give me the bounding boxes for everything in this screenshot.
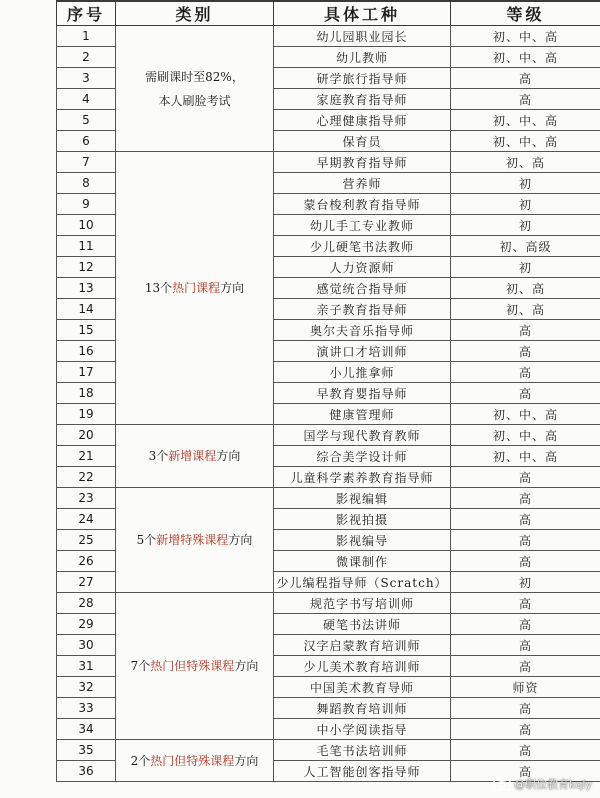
row-number: 16 <box>57 341 116 362</box>
table-row <box>57 152 600 173</box>
row-number: 21 <box>57 446 116 467</box>
row-number: 9 <box>57 194 116 215</box>
job-title-cell: 中小学阅读指导 <box>274 719 451 740</box>
row-number: 26 <box>57 551 116 572</box>
row-number: 34 <box>57 719 116 740</box>
level-cell: 高 <box>451 509 600 530</box>
table-row <box>57 26 600 47</box>
level-cell: 高 <box>451 656 600 677</box>
row-number: 13 <box>57 278 116 299</box>
row-number: 15 <box>57 320 116 341</box>
level-cell: 初、高级 <box>451 236 600 257</box>
level-cell: 初、中、高 <box>451 110 600 131</box>
row-number: 35 <box>57 740 116 761</box>
job-title-cell: 少儿硬笔书法教师 <box>274 236 451 257</box>
category-text: 方向 <box>228 533 253 547</box>
category-text: 本人刷脸考试 <box>158 93 231 108</box>
level-cell: 初、中、高 <box>451 404 600 425</box>
level-cell: 初、高 <box>451 299 600 320</box>
row-number: 17 <box>57 362 116 383</box>
job-title-cell: 小儿推拿师 <box>274 362 451 383</box>
job-title-cell: 早教育婴指导师 <box>274 383 451 404</box>
level-cell: 师资 <box>451 677 600 698</box>
level-cell: 高 <box>451 362 600 383</box>
category-highlight-text: 新增课程 <box>168 449 217 463</box>
row-number: 33 <box>57 698 116 719</box>
watermark-text: @职位教育kqly <box>514 778 592 791</box>
table-row <box>57 425 600 446</box>
level-cell: 初 <box>451 173 600 194</box>
level-cell: 高 <box>451 530 600 551</box>
job-title-cell: 综合美学设计师 <box>274 446 451 467</box>
row-number: 25 <box>57 530 116 551</box>
row-number: 24 <box>57 509 116 530</box>
job-title-cell: 演讲口才培训师 <box>274 341 451 362</box>
job-title-cell: 幼儿园职业园长 <box>274 26 451 47</box>
level-cell: 高 <box>451 761 600 782</box>
job-title-cell: 研学旅行指导师 <box>274 68 451 89</box>
job-title-cell: 影视编导 <box>274 530 451 551</box>
row-number: 2 <box>57 47 116 68</box>
page-margin <box>0 0 56 798</box>
job-title-cell: 汉字启蒙教育培训师 <box>274 635 451 656</box>
row-number: 29 <box>57 614 116 635</box>
level-cell: 高 <box>451 551 600 572</box>
row-number: 5 <box>57 110 116 131</box>
category-label <box>145 65 244 113</box>
job-title-cell: 微课制作 <box>274 551 451 572</box>
category-label <box>131 654 259 678</box>
level-cell: 高 <box>451 719 600 740</box>
row-number: 28 <box>57 593 116 614</box>
level-cell: 初、中、高 <box>451 26 600 47</box>
row-number: 4 <box>57 89 116 110</box>
category-text: 方向 <box>234 659 259 673</box>
job-title-cell: 舞蹈教育培训师 <box>274 698 451 719</box>
row-number: 8 <box>57 173 116 194</box>
row-number: 6 <box>57 131 116 152</box>
category-text: 方向 <box>220 281 245 295</box>
level-cell: 初、中、高 <box>451 425 600 446</box>
job-title-cell: 蒙台梭利教育指导师 <box>274 194 451 215</box>
level-cell: 初、中、高 <box>451 446 600 467</box>
category-cell <box>116 152 274 425</box>
job-title-cell: 心理健康指导师 <box>274 110 451 131</box>
category-highlight-text: 热门但特殊课程 <box>150 753 235 768</box>
level-cell: 高 <box>451 467 600 488</box>
header-row <box>57 1 600 26</box>
level-cell: 高 <box>451 68 600 89</box>
job-title-cell: 人力资源师 <box>274 257 451 278</box>
category-text: 13个 <box>144 281 173 295</box>
level-cell: 高 <box>451 488 600 509</box>
job-title-cell: 感觉统合指导师 <box>274 278 451 299</box>
header-category: 类别 <box>116 1 274 26</box>
header-level: 等级 <box>451 1 600 26</box>
category-label <box>131 749 259 773</box>
row-number: 22 <box>57 467 116 488</box>
level-cell: 高 <box>451 698 600 719</box>
job-title-cell: 少儿编程指导师（Scratch） <box>274 572 451 593</box>
row-number: 19 <box>57 404 116 425</box>
row-number: 10 <box>57 215 116 236</box>
row-number: 31 <box>57 656 116 677</box>
row-number: 1 <box>57 26 116 47</box>
level-cell: 高 <box>451 341 600 362</box>
job-table <box>56 0 600 782</box>
category-cell <box>116 425 274 488</box>
job-title-cell: 儿童科学素养教育指导师 <box>274 467 451 488</box>
row-number: 18 <box>57 383 116 404</box>
level-cell: 高 <box>451 740 600 761</box>
row-number: 23 <box>57 488 116 509</box>
row-number: 20 <box>57 425 116 446</box>
category-highlight-text: 热门课程 <box>172 281 221 295</box>
job-title-cell: 硬笔书法讲师 <box>274 614 451 635</box>
job-title-cell: 人工智能创客指导师 <box>274 761 451 782</box>
job-title-cell: 幼儿教师 <box>274 47 451 68</box>
table-row <box>57 740 600 761</box>
header-no: 序号 <box>57 1 116 26</box>
category-text: 2个 <box>130 753 151 768</box>
category-highlight-text: 热门但特殊课程 <box>150 659 235 673</box>
watermark <box>493 776 592 792</box>
camera-icon <box>493 777 511 791</box>
category-cell <box>116 740 274 782</box>
row-number: 11 <box>57 236 116 257</box>
row-number: 30 <box>57 635 116 656</box>
level-cell: 初 <box>451 194 600 215</box>
category-text: 方向 <box>234 753 259 768</box>
level-cell: 高 <box>451 383 600 404</box>
job-title-cell: 营养师 <box>274 173 451 194</box>
row-number: 3 <box>57 68 116 89</box>
category-highlight-text: 新增特殊课程 <box>156 533 229 547</box>
job-title-cell: 幼儿手工专业教师 <box>274 215 451 236</box>
level-cell: 高 <box>451 614 600 635</box>
category-cell <box>116 593 274 740</box>
level-cell: 初、高 <box>451 152 600 173</box>
job-title-cell: 亲子教育指导师 <box>274 299 451 320</box>
level-cell: 初、中、高 <box>451 47 600 68</box>
category-text: 5个 <box>136 533 157 547</box>
category-label <box>149 444 241 468</box>
job-title-cell: 少儿美术教育培训师 <box>274 656 451 677</box>
job-title-cell: 奥尔夫音乐指导师 <box>274 320 451 341</box>
level-cell: 高 <box>451 593 600 614</box>
table-body <box>57 26 600 782</box>
job-title-cell: 保育员 <box>274 131 451 152</box>
level-cell: 高 <box>451 320 600 341</box>
level-cell: 初 <box>451 572 600 593</box>
level-cell: 初、中、高 <box>451 131 600 152</box>
job-title-cell: 影视拍摄 <box>274 509 451 530</box>
job-title-cell: 家庭教育指导师 <box>274 89 451 110</box>
table-header <box>57 1 600 26</box>
job-title-cell: 健康管理师 <box>274 404 451 425</box>
category-text: 3个 <box>148 449 169 463</box>
category-label <box>145 276 244 300</box>
row-number: 36 <box>57 761 116 782</box>
category-text: 方向 <box>216 449 241 463</box>
job-title-cell: 国学与现代教育教师 <box>274 425 451 446</box>
category-cell <box>116 26 274 152</box>
job-title-cell: 影视编辑 <box>274 488 451 509</box>
level-cell: 初 <box>451 257 600 278</box>
level-cell: 初、高 <box>451 278 600 299</box>
category-label <box>137 528 253 552</box>
header-job: 具体工种 <box>274 1 451 26</box>
row-number: 27 <box>57 572 116 593</box>
level-cell: 高 <box>451 635 600 656</box>
category-text: 需刷课时至82%， <box>145 69 244 84</box>
row-number: 7 <box>57 152 116 173</box>
row-number: 32 <box>57 677 116 698</box>
row-number: 14 <box>57 299 116 320</box>
job-title-cell: 早期教育指导师 <box>274 152 451 173</box>
category-text: 7个 <box>130 659 151 673</box>
job-title-cell: 规范字书写培训师 <box>274 593 451 614</box>
table-row <box>57 593 600 614</box>
category-cell <box>116 488 274 593</box>
level-cell: 初 <box>451 215 600 236</box>
level-cell: 高 <box>451 89 600 110</box>
job-title-cell: 毛笔书法培训师 <box>274 740 451 761</box>
table-row <box>57 488 600 509</box>
job-title-cell: 中国美术教育导师 <box>274 677 451 698</box>
row-number: 12 <box>57 257 116 278</box>
